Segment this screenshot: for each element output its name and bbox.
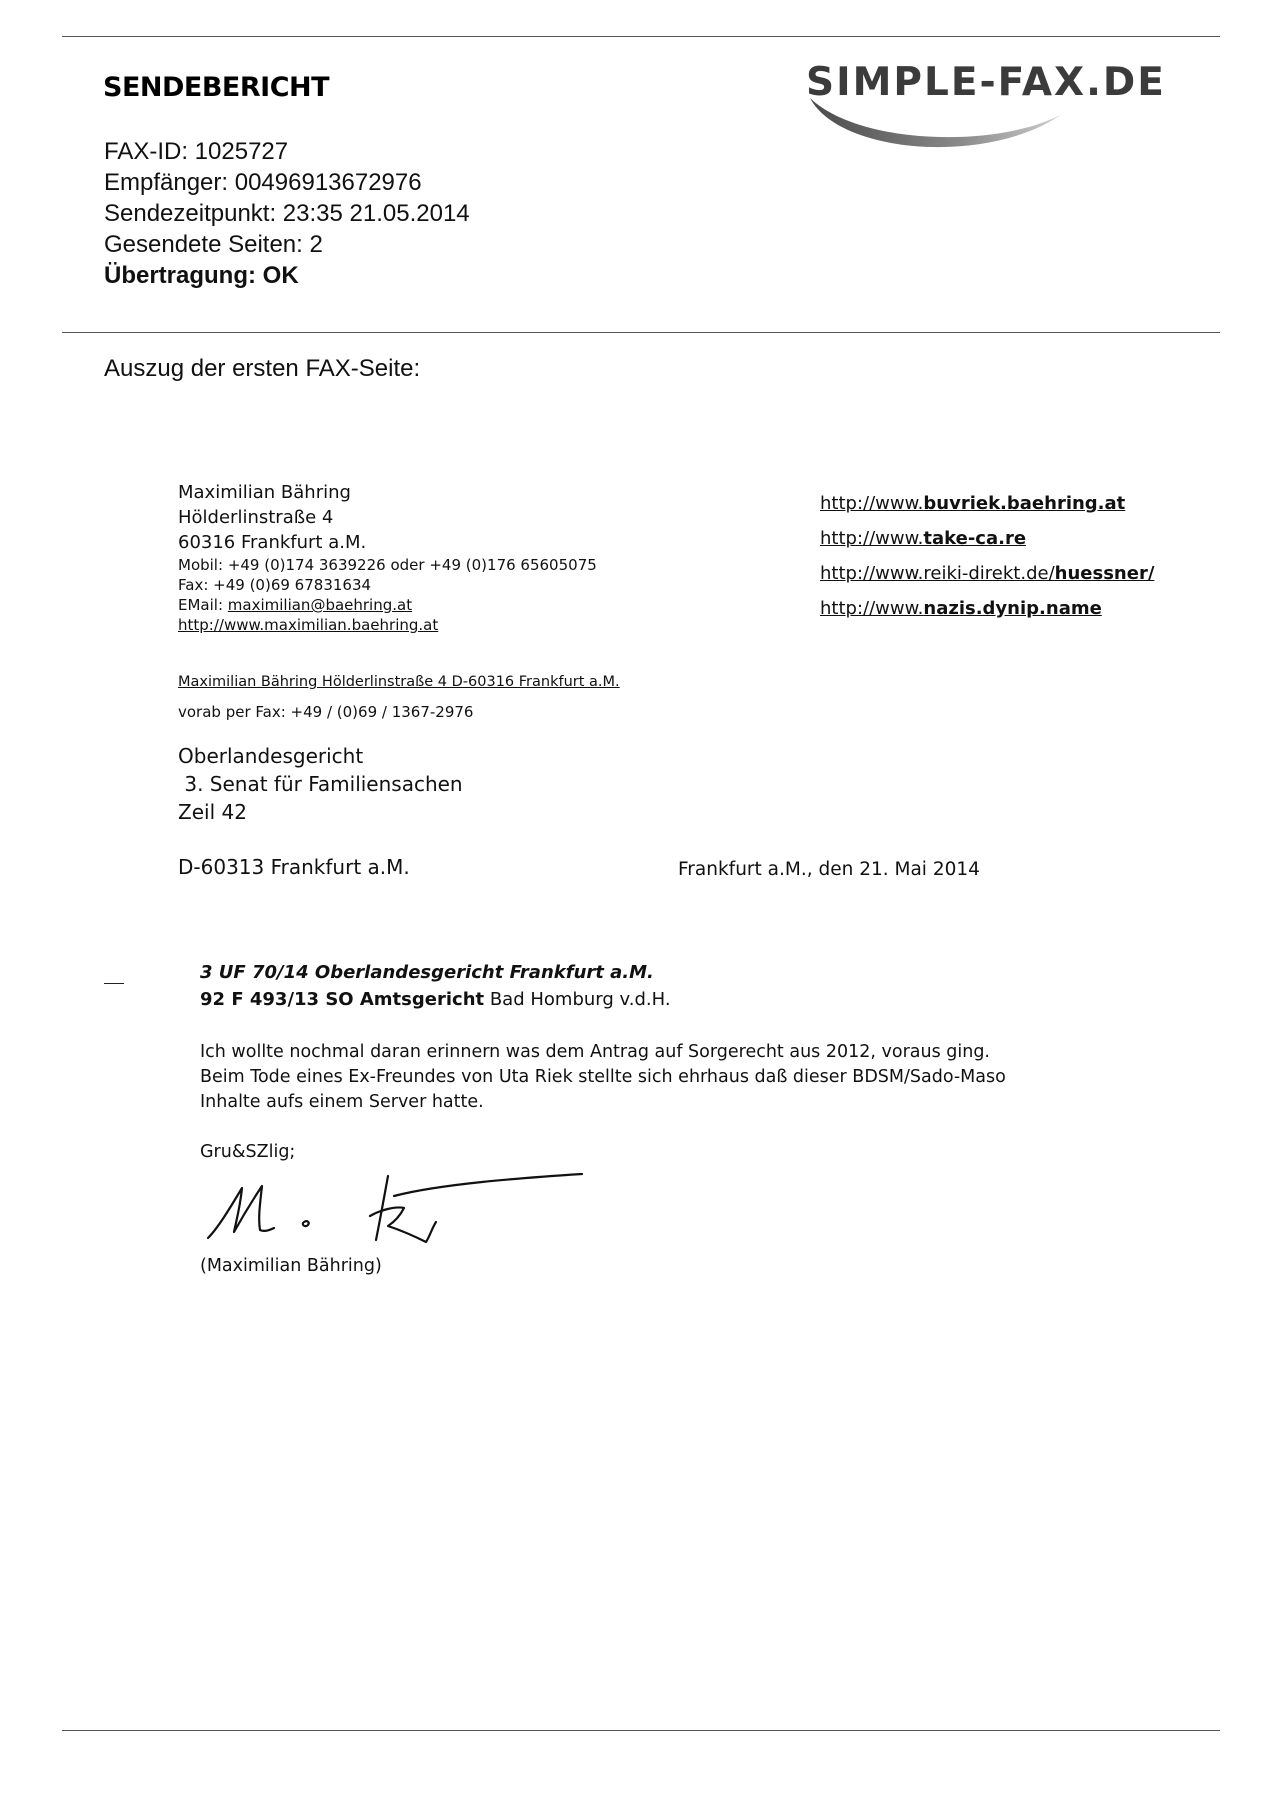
header-divider — [62, 332, 1220, 333]
fax-id: FAX-ID: 1025727 — [104, 138, 289, 165]
reference-line-1: 3 UF 70/14 Oberlandesgericht Frankfurt a.M. — [200, 962, 654, 983]
simple-fax-logo — [800, 60, 1200, 160]
body-line: Beim Tode eines Ex-Freundes von Uta Riek stellte sich ehrhaus daß dieser BDSM/Sado-Maso — [200, 1067, 1006, 1087]
link-reiki-direkt[interactable]: http://www.reiki-direkt.de/huessner/ — [820, 563, 1155, 584]
fold-mark — [104, 983, 124, 984]
sender-city: 60316 Frankfurt a.M. — [178, 532, 367, 553]
sender-block — [178, 480, 597, 635]
excerpt-label: Auszug der ersten FAX-Seite: — [104, 355, 421, 382]
recipient-city: D-60313 Frankfurt a.M. — [178, 855, 410, 879]
pages-sent: Gesendete Seiten: 2 — [104, 231, 323, 258]
sender-fax — [178, 575, 597, 595]
link-take-ca[interactable]: http://www.take-ca.re — [820, 528, 1027, 549]
link-nazis-dynip[interactable]: http://www.nazis.dynip.name — [820, 598, 1102, 619]
recipient-number: Empfänger: 00496913672976 — [104, 169, 422, 196]
sender-name: Maximilian Bähring — [178, 482, 351, 503]
mobile-label: Mobil: — [178, 556, 224, 574]
sender-mobile — [178, 555, 597, 575]
reference-line-2 — [200, 989, 671, 1010]
email-link[interactable]: maximilian@baehring.at — [227, 596, 413, 614]
mobile-value: +49 (0)174 3639226 — [227, 556, 386, 574]
date-line: Frankfurt a.M., den 21. Mai 2014 — [678, 859, 980, 880]
signer-name: (Maximilian Bähring) — [200, 1256, 382, 1276]
links-list — [820, 486, 1154, 626]
body-line: Inhalte aufs einem Server hatte. — [200, 1092, 484, 1112]
recipient-line-3: Zeil 42 — [178, 800, 247, 824]
transmission-status: Übertragung: OK — [104, 262, 299, 289]
recipient-line-1: Oberlandesgericht — [178, 744, 364, 768]
logo-text: SIMPLE-FAX.DE — [806, 60, 1166, 105]
send-time: Sendezeitpunkt: 23:35 21.05.2014 — [104, 200, 470, 227]
letter-body — [200, 1040, 1006, 1115]
fax-label: Fax: — [178, 576, 209, 594]
greeting: Gru&SZlig; — [200, 1142, 296, 1162]
logo-swoosh-icon — [800, 60, 1200, 160]
top-rule — [62, 36, 1220, 37]
report-details — [104, 136, 470, 291]
email-label: EMail: — [178, 596, 223, 614]
report-title: SENDEBERICHT — [103, 72, 330, 103]
vorab-fax-line: vorab per Fax: +49 / (0)69 / 1367-2976 — [178, 703, 474, 721]
mobile-value-2: +49 (0)176 65605075 — [429, 556, 597, 574]
link-buvriek[interactable]: http://www.buvriek.baehring.at — [820, 493, 1126, 514]
sender-email — [178, 595, 597, 615]
return-address: Maximilian Bähring Hölderlinstraße 4 D-60316 Frankfurt a.M. — [178, 674, 620, 690]
bottom-rule — [62, 1730, 1220, 1731]
fax-value: +49 (0)69 67831634 — [213, 576, 372, 594]
body-line: Ich wollte nochmal daran erinnern was dem Antrag auf Sorgerecht aus 2012, voraus ging. — [200, 1042, 990, 1062]
recipient-line-2: 3. Senat für Familiensachen — [178, 772, 463, 796]
signature-icon — [200, 1170, 590, 1265]
sender-street: Hölderlinstraße 4 — [178, 507, 334, 528]
reference-2-place: Bad Homburg v.d.H. — [484, 989, 671, 1010]
sender-website-link[interactable]: http://www.maximilian.baehring.at — [178, 616, 439, 634]
reference-2-case: 92 F 493/13 SO Amtsgericht — [200, 989, 485, 1010]
recipient-address — [178, 742, 463, 826]
mobile-or: oder — [390, 556, 425, 574]
